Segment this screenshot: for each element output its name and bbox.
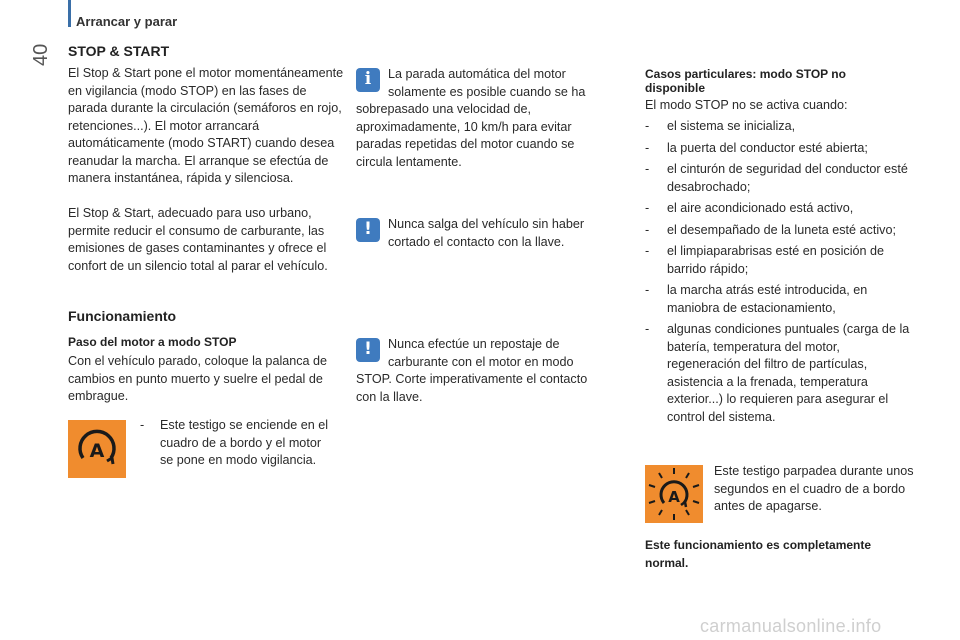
special-case-text: el cinturón de seguridad del conductor esté desabrochado; bbox=[667, 162, 908, 194]
special-case-item bbox=[645, 243, 915, 278]
svg-text:A: A bbox=[89, 440, 105, 462]
list-dash: - bbox=[645, 119, 650, 133]
special-cases-title: Casos particulares: modo STOP no disponible bbox=[645, 67, 846, 95]
intro-paragraph-2: El Stop & Start, adecuado para uso urbano, permite reducir el consumo de carburante, las emisiones de gases contaminantes y ofrece el confort de un silencio total al parar el vehículo. bbox=[68, 206, 328, 273]
list-dash: - bbox=[645, 140, 650, 155]
info-note-text: La parada automática del motor solamente es posible cuando se ha sobrepasado una velocidad de, aproximadamente, 10 km/h para evitar paradas repetidas del motor cuando se circula lentamente. bbox=[356, 67, 586, 169]
list-dash: - bbox=[645, 162, 650, 176]
list-dash: - bbox=[645, 222, 650, 237]
blinking-indicator-icon bbox=[645, 465, 703, 523]
watermark: carmanualsonline.info bbox=[700, 616, 882, 636]
list-dash: - bbox=[645, 201, 650, 215]
warning-note-1 bbox=[356, 216, 606, 251]
special-case-text: la marcha atrás esté introducida, en maniobra de estacionamiento, bbox=[667, 283, 868, 315]
special-case-item bbox=[645, 321, 915, 426]
special-case-item bbox=[645, 282, 915, 317]
funcionamiento-title: Funcionamiento bbox=[68, 308, 177, 324]
special-case-text: la puerta del conductor esté abierta; bbox=[667, 140, 868, 155]
special-case-text: el aire acondicionado está activo, bbox=[667, 201, 854, 215]
stop-mode-text: Con el vehículo parado, coloque la palanca de cambios en punto muerto y suelre el pedal de embrague. bbox=[68, 354, 328, 403]
special-case-item bbox=[645, 118, 915, 136]
svg-text:A: A bbox=[668, 488, 680, 506]
stop-mode-title: Paso del motor a modo STOP bbox=[68, 335, 237, 349]
special-cases-lead: El modo STOP no se activa cuando: bbox=[645, 98, 848, 112]
special-case-item bbox=[645, 222, 915, 240]
normal-operation-note: Este funcionamiento es completamente normal. bbox=[645, 538, 872, 570]
special-case-text: el sistema se inicializa, bbox=[667, 119, 796, 133]
stop-start-title: STOP & START bbox=[68, 43, 170, 59]
special-case-item bbox=[645, 200, 915, 218]
indicator-description: Este testigo se enciende en el cuadro de a bordo y el motor se pone en modo vigilancia. bbox=[160, 418, 329, 467]
special-case-item bbox=[645, 161, 915, 196]
special-case-text: algunas condiciones puntuales (carga de la batería, temperatura del motor, regeneración del filtro de partículas, asistencia a la frenada, temperatura exterior...) lo requieren para asegurar el control del sistema. bbox=[667, 322, 910, 424]
warning-icon: ! bbox=[356, 218, 380, 242]
blinking-indicator-text: Este testigo parpadea durante unos segundos en el cuadro de a bordo antes de apagarse. bbox=[714, 464, 914, 513]
warning-note-2-text: Nunca efectúe un repostaje de carburante con el motor en modo STOP. Corte imperativamente el contacto con la llave. bbox=[356, 337, 588, 404]
warning-note-1-text: Nunca salga del vehículo sin haber cortado el contacto con la llave. bbox=[388, 217, 585, 249]
list-dash: - bbox=[645, 322, 650, 336]
special-case-item bbox=[645, 140, 915, 158]
info-note bbox=[356, 66, 606, 171]
page-number: 40 bbox=[30, 43, 52, 66]
warning-icon: ! bbox=[356, 338, 380, 362]
special-case-text: el limpiaparabrisas esté en posición de barrido rápido; bbox=[667, 244, 885, 276]
info-icon: i bbox=[356, 68, 380, 92]
special-cases-list bbox=[645, 118, 915, 430]
indicator-dash: - bbox=[140, 418, 145, 432]
intro-paragraph-1: El Stop & Start pone el motor momentáneamente en vigilancia (modo STOP) en las fases de parada durante la circulación (semáforos en rojo, retenciones...). El motor arrancará automáticamente (modo START) cuando desea reanudar la marcha. El arranque se efectúa de manera instantánea, rápida y silenciosa. bbox=[68, 66, 344, 185]
section-title: Arrancar y parar bbox=[76, 14, 178, 29]
special-case-text: el desempañado de la luneta esté activo; bbox=[667, 222, 896, 237]
stop-indicator-icon bbox=[68, 420, 126, 478]
list-dash: - bbox=[645, 283, 650, 297]
section-marker-bar bbox=[68, 0, 71, 27]
warning-note-2 bbox=[356, 336, 606, 406]
list-dash: - bbox=[645, 244, 650, 258]
